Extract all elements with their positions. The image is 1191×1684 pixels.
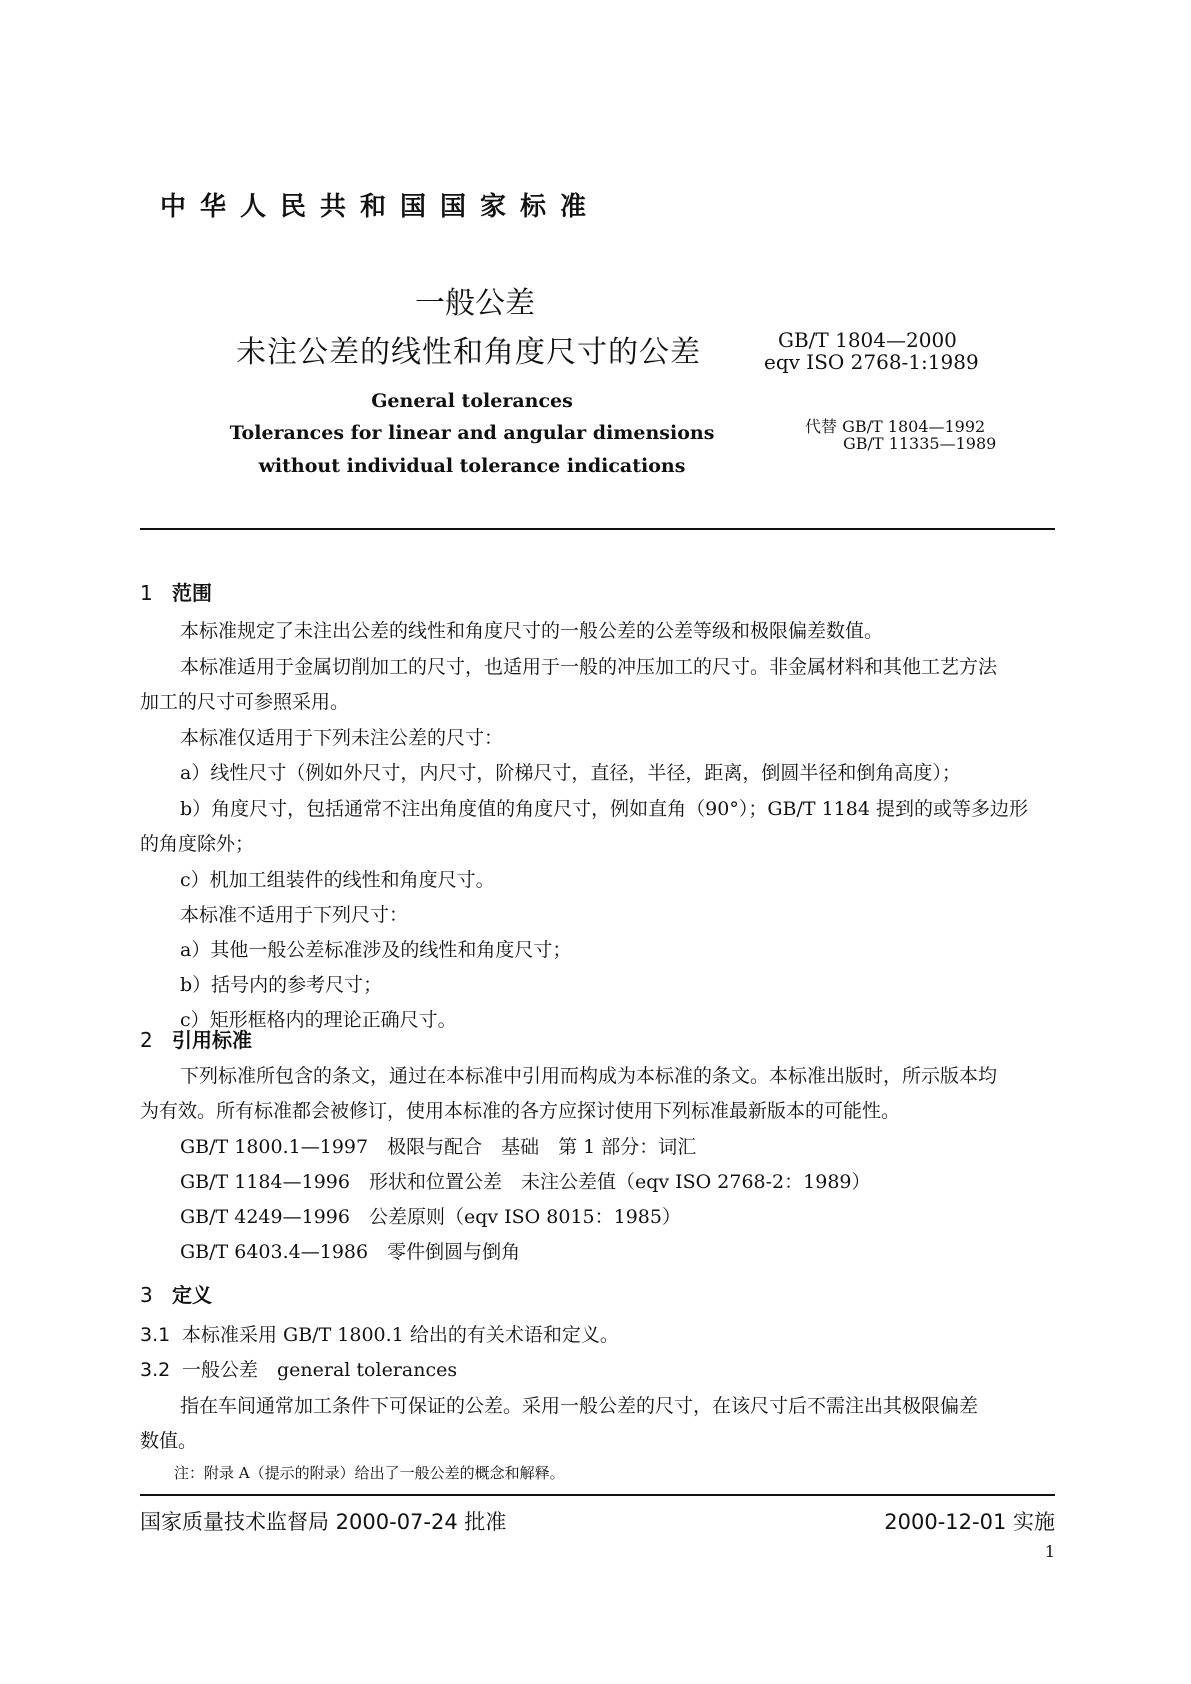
page-number: 1 — [1044, 1542, 1055, 1561]
paragraph-continuation: 数值。 — [140, 1430, 198, 1452]
list-item-continuation: 的角度除外； — [140, 833, 255, 855]
approval-line: 国家质量技术监督局 2000-07-24 批准 — [140, 1510, 507, 1534]
paragraph: 本标准适用于金属切削加工的尺寸，也适用于一般的冲压加工的尺寸。非金属材料和其他工艺方法 — [180, 656, 998, 678]
header-divider — [140, 528, 1055, 530]
list-item: b）括号内的参考尺寸； — [180, 974, 383, 996]
clause-3-2 — [140, 1352, 457, 1388]
reference-item: GB/T 1800.1—1997 极限与配合 基础 第 1 部分：词汇 — [180, 1136, 697, 1158]
section-title: 引用标准 — [172, 1028, 252, 1052]
paragraph-continuation: 为有效。所有标准都会被修订，使用本标准的各方应探讨使用下列标准最新版本的可能性。 — [140, 1100, 901, 1122]
clause-text: 一般公差 general tolerances — [182, 1359, 458, 1381]
list-item: a）线性尺寸（例如外尺寸，内尺寸，阶梯尺寸，直径，半径，距离，倒圆半径和倒角高度）； — [180, 762, 961, 784]
clause-number: 3.1 — [140, 1324, 171, 1346]
section-2-heading — [140, 1024, 252, 1053]
reference-item: GB/T 6403.4—1986 零件倒圆与倒角 — [180, 1241, 521, 1263]
implementation-line: 2000-12-01 实施 — [884, 1510, 1055, 1534]
paragraph: 本标准仅适用于下列未注公差的尺寸： — [180, 727, 504, 749]
section-number: 2 — [140, 1028, 153, 1052]
paragraph: 本标准不适用于下列尺寸： — [180, 904, 409, 926]
list-item: c）矩形框格内的理论正确尺寸。 — [180, 1009, 457, 1031]
reference-item: GB/T 1184—1996 形状和位置公差 未注公差值（eqv ISO 2768-2：1989） — [180, 1171, 871, 1193]
list-item: a）其他一般公差标准涉及的线性和角度尺寸； — [180, 939, 572, 961]
english-title-line2: Tolerances for linear and angular dimensions — [229, 422, 715, 444]
equivalent-iso-code: eqv ISO 2768-1:1989 — [764, 350, 979, 374]
note: 注：附录 A（提示的附录）给出了一般公差的概念和解释。 — [174, 1464, 565, 1482]
section-title: 范围 — [172, 581, 212, 605]
clause-number: 3.2 — [140, 1359, 171, 1381]
standard-code: GB/T 1804—2000 — [778, 328, 957, 352]
national-standard-heading: 中华人民共和国国家标准 — [159, 192, 600, 222]
paragraph: 本标准规定了未注出公差的线性和角度尺寸的一般公差的公差等级和极限偏差数值。 — [180, 620, 884, 642]
section-number: 1 — [140, 581, 153, 605]
section-1-heading — [140, 577, 212, 606]
section-number: 3 — [140, 1283, 153, 1307]
paragraph: 指在车间通常加工条件下可保证的公差。采用一般公差的尺寸，在该尺寸后不需注出其极限偏差 — [180, 1395, 979, 1417]
section-3-heading — [140, 1279, 212, 1308]
clause-text: 本标准采用 GB/T 1800.1 给出的有关术语和定义。 — [182, 1324, 619, 1346]
document-title-line2: 未注公差的线性和角度尺寸的公差 — [236, 335, 701, 370]
clause-3-1 — [140, 1317, 619, 1353]
section-title: 定义 — [172, 1283, 212, 1307]
footer-divider — [140, 1494, 1055, 1496]
list-item: c）机加工组装件的线性和角度尺寸。 — [180, 869, 495, 891]
reference-item: GB/T 4249—1996 公差原则（eqv ISO 8015：1985） — [180, 1206, 681, 1228]
english-title-line1: General tolerances — [371, 390, 573, 412]
paragraph-continuation: 加工的尺寸可参照采用。 — [140, 691, 350, 713]
replaces-line1: 代替 GB/T 1804—1992 — [805, 417, 986, 436]
paragraph: 下列标准所包含的条文，通过在本标准中引用而构成为本标准的条文。本标准出版时，所示版本均 — [180, 1065, 998, 1087]
english-title-line3: without individual tolerance indications — [258, 455, 686, 477]
document-title-line1: 一般公差 — [415, 286, 535, 321]
replaces-line2: GB/T 11335—1989 — [843, 434, 997, 453]
list-item: b）角度尺寸，包括通常不注出角度值的角度尺寸，例如直角（90°）；GB/T 1184 提到的或等多边形 — [180, 798, 1028, 820]
